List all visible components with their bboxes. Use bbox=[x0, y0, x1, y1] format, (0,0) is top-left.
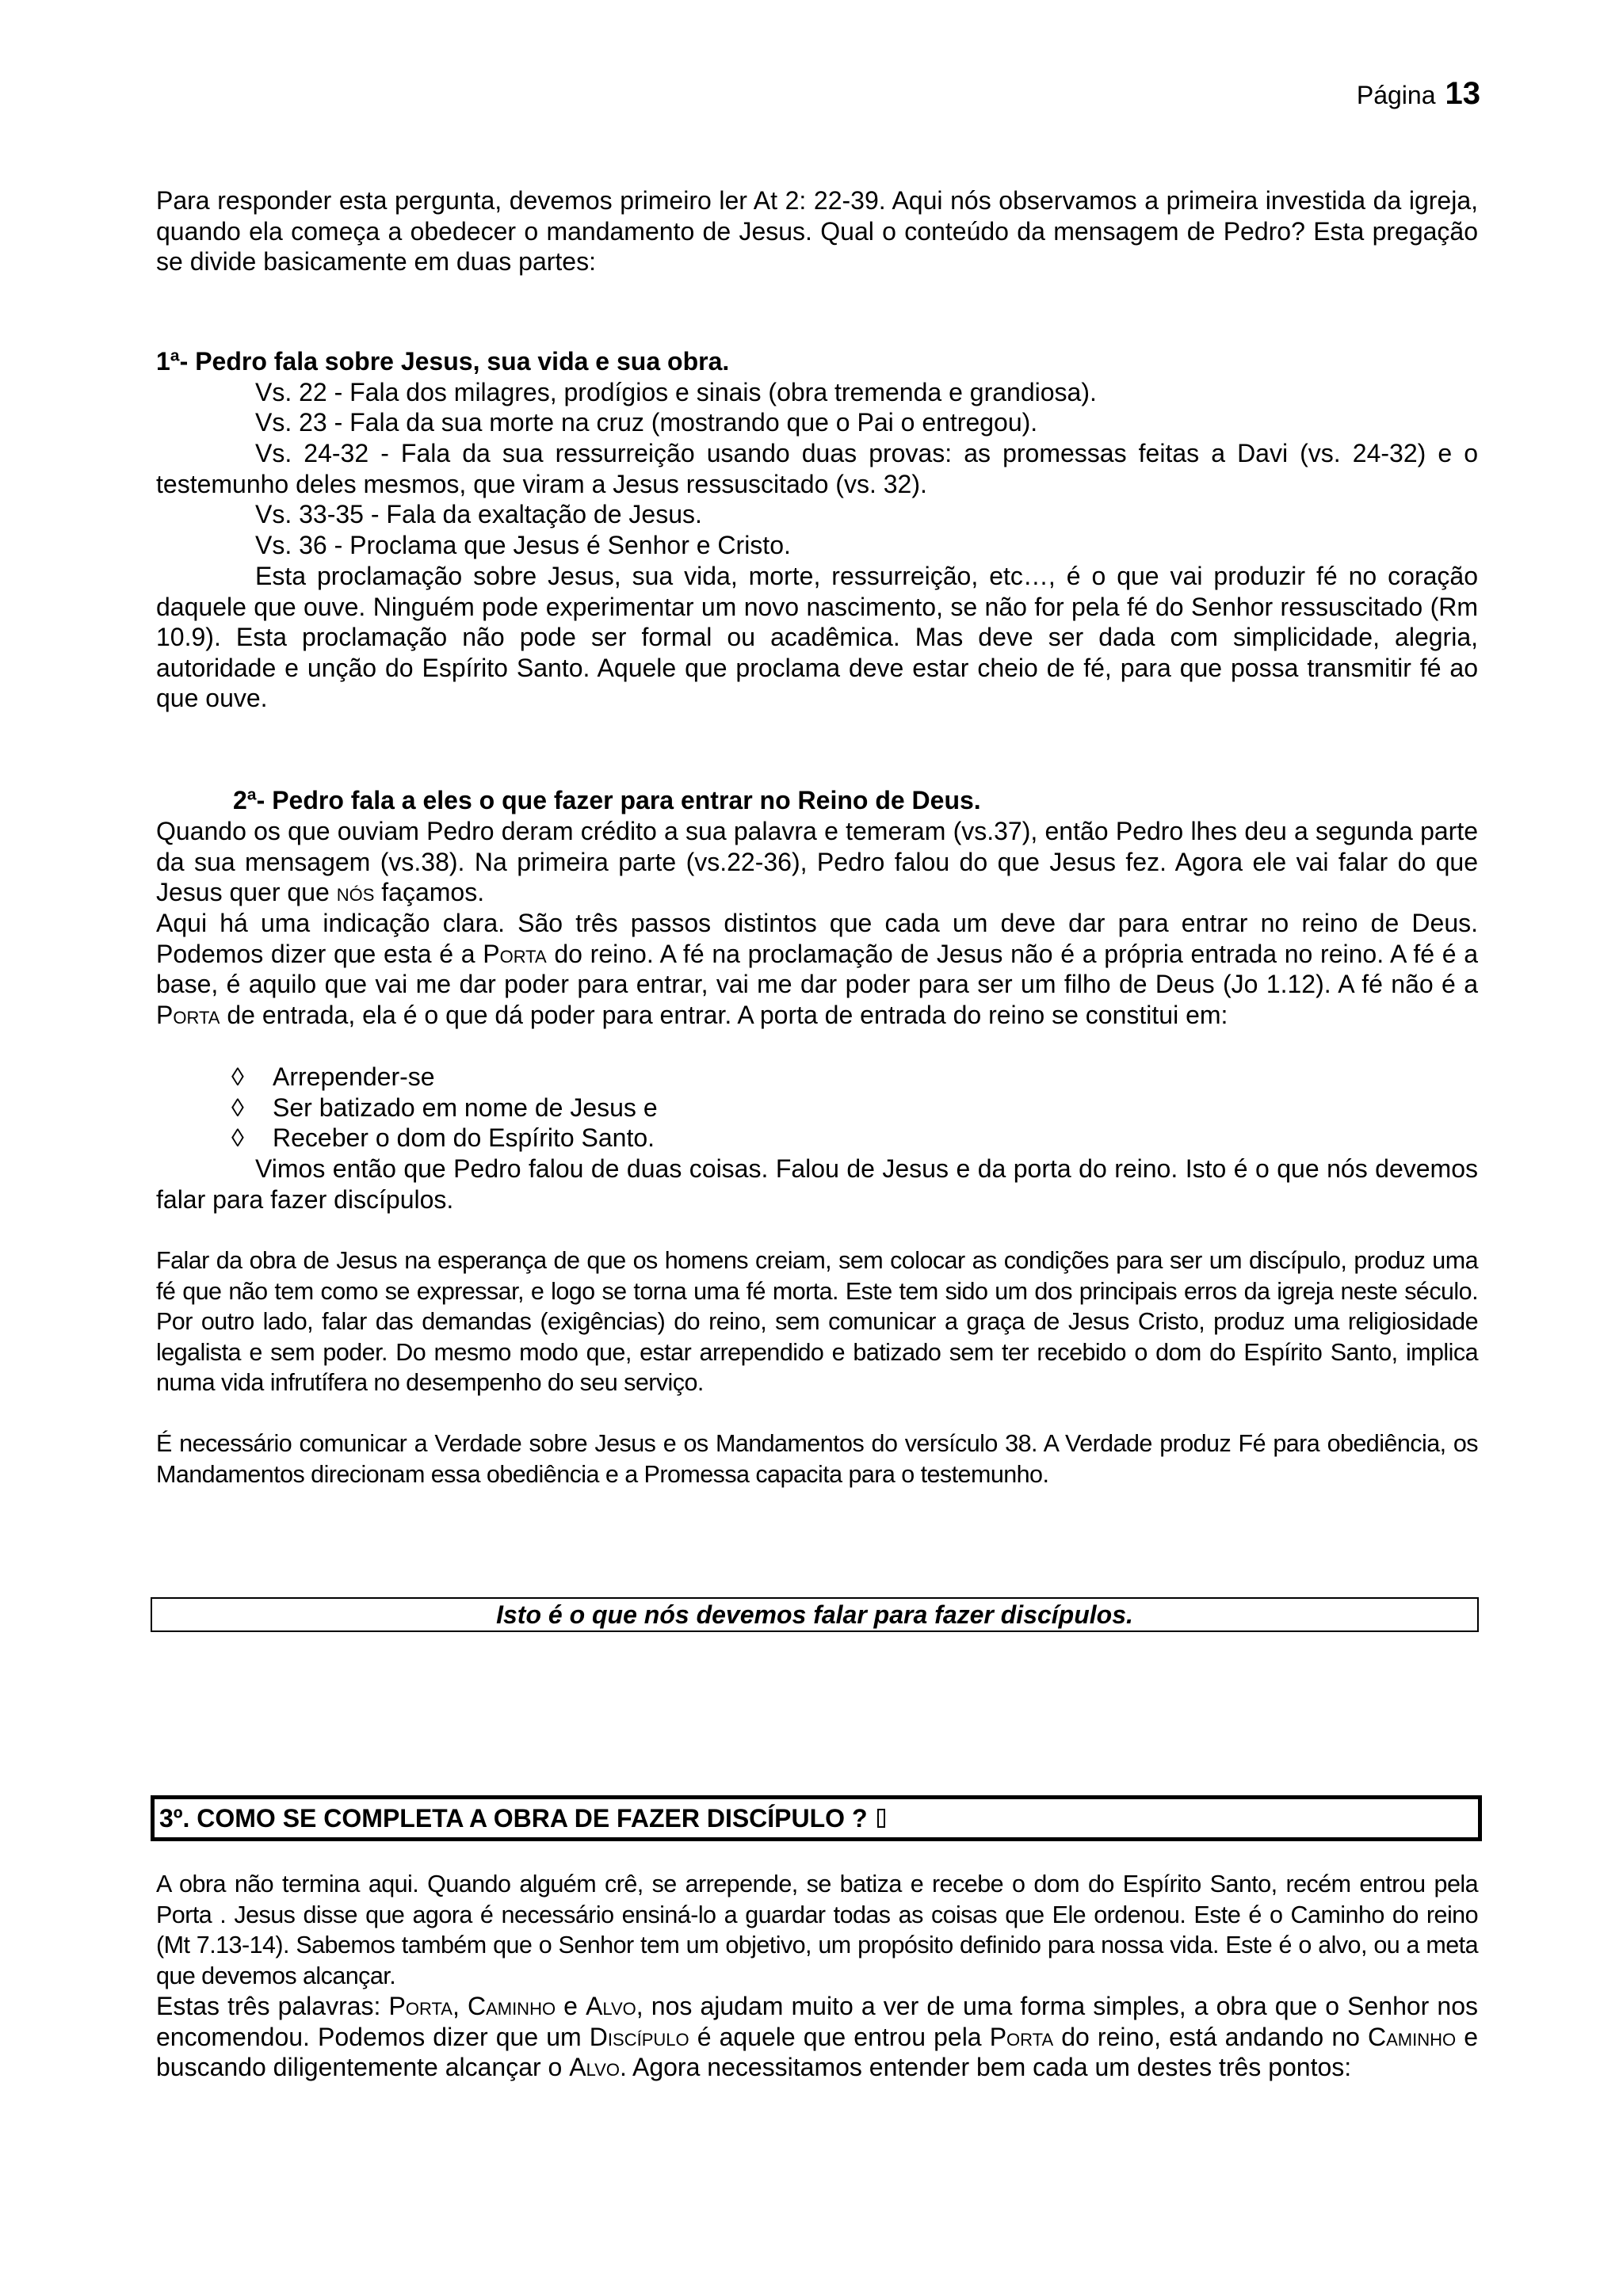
verse-24-32: Vs. 24-32 - Fala da sua ressurreição usando duas provas: as promessas feitas a Davi (vs. 24-32) e o testemunho deles mesmos, que viram a Jesus ressuscitado (vs. 32). bbox=[156, 439, 1478, 498]
list-item: ◊ Arrepender-se bbox=[231, 1062, 435, 1091]
section2-paragraph-4: Falar da obra de Jesus na esperança de que os homens creiam, sem colocar as condições para ser um discípulo, produz uma fé que não tem como se expressar, e logo se torna uma fé morta. Este tem sido um dos principais erros da igreja neste século. Por outro lado, falar das demandas (exigências) do reino, sem comunicar a graça de Jesus Cristo, produz uma religiosidade legalista e sem poder. Do mesmo modo que, estar arrependido e batizado sem ter recebido o dom do Espírito Santo, implica numa vida infrutífera no desempenho do seu serviço. bbox=[156, 1247, 1478, 1397]
diamond-bullet-icon: ◊ bbox=[231, 1093, 244, 1122]
verse-36: Vs. 36 - Proclama que Jesus é Senhor e Cristo. bbox=[255, 531, 791, 559]
placeholder-glyph-icon bbox=[877, 1809, 885, 1828]
section3-heading-box bbox=[151, 1795, 1482, 1841]
verse-23: Vs. 23 - Fala da sua morte na cruz (mostrando que o Pai o entregou). bbox=[255, 408, 1038, 437]
intro-paragraph: Para responder esta pergunta, devemos primeiro ler At 2: 22-39. Aqui nós observamos a primeira investida da igreja, quando ela começa a obedecer o mandamento de Jesus. Qual o conteúdo da mensagem de Pedro? Esta pregação se divide basicamente em duas partes: bbox=[156, 186, 1478, 277]
list-item: ◊ Receber o dom do Espírito Santo. bbox=[231, 1123, 655, 1152]
page-number: 13 bbox=[1445, 76, 1480, 111]
list-item: ◊ Ser batizado em nome de Jesus e bbox=[231, 1093, 658, 1122]
page-header bbox=[1357, 76, 1480, 112]
section3-paragraph-1: A obra não termina aqui. Quando alguém crê, se arrepende, se batiza e recebe o dom do Espírito Santo, recém entrou pela Porta . Jesus disse que agora é necessário ensiná-lo a guardar todas as coisas que Ele ordenou. Este é o Caminho do reino (Mt 7.13-14). Sabemos também que o Senhor tem um objetivo, um propósito definido para nossa vida. Este é o alvo, ou a meta que devemos alcançar. bbox=[156, 1871, 1478, 1989]
diamond-bullet-icon: ◊ bbox=[231, 1062, 244, 1091]
diamond-bullet-icon: ◊ bbox=[231, 1123, 244, 1152]
section1-paragraph: Esta proclamação sobre Jesus, sua vida, morte, ressurreição, etc…, é o que vai produzir fé no coração daquele que ouve. Ninguém pode experimentar um novo nascimento, se não for pela fé do Senhor ressuscitado (Rm 10.9). Esta proclamação não pode ser formal ou acadêmica. Mas deve ser dada com simplicidade, alegria, autoridade e unção do Espírito Santo. Aquele que proclama deve estar cheio de fé, para que possa transmitir fé ao que ouve. bbox=[156, 562, 1478, 713]
section2-heading: 2ª- Pedro fala a eles o que fazer para entrar no Reino de Deus. bbox=[233, 786, 981, 814]
verse-22: Vs. 22 - Fala dos milagres, prodígios e sinais (obra tremenda e grandiosa). bbox=[255, 378, 1097, 406]
section2-paragraph-2: Aqui há uma indicação clara. São três passos distintos que cada um deve dar para entrar no reino de Deus. Podemos dizer que esta é a Porta do reino. A fé na proclamação de Jesus não é a própria entrada no reino. A fé é a base, é aquilo que vai me dar poder para entrar, vai me dar poder para ser um filho de Deus (Jo 1.12). A fé não é a Porta de entrada, ela é o que dá poder para entrar. A porta de entrada do reino se constitui em: bbox=[156, 909, 1479, 1029]
section2-paragraph-3: Vimos então que Pedro falou de duas coisas. Falou de Jesus e da porta do reino. Isto é o que nós devemos falar para fazer discípulos. bbox=[156, 1154, 1478, 1214]
section2-paragraph-5: É necessário comunicar a Verdade sobre Jesus e os Mandamentos do versículo 38. A Verdade produz Fé para obediência, os Mandamentos direcionam essa obediência e a Promessa capacita para o testemunho. bbox=[156, 1430, 1478, 1488]
section3-heading: 3º. COMO SE COMPLETA A OBRA DE FAZER DISCÍPULO ? bbox=[159, 1803, 868, 1833]
highlight-box: Isto é o que nós devemos falar para fazer discípulos. bbox=[151, 1597, 1479, 1632]
page-label: Página bbox=[1356, 81, 1436, 109]
section2-paragraph-1: Quando os que ouviam Pedro deram crédito a sua palavra e temeram (vs.37), então Pedro lhes deu a segunda parte da sua mensagem (vs.38). Na primeira parte (vs.22-36), Pedro falou do que Jesus fez. Agora ele vai falar do que Jesus quer que nós façamos. bbox=[156, 817, 1478, 907]
section3-paragraph-2: Estas três palavras: Porta, Caminho e Alvo, nos ajudam muito a ver de uma forma simples, a obra que o Senhor nos encomendou. Podemos dizer que um Discípulo é aquele que entrou pela Porta do reino, está andando no Caminho e buscando diligentemente alcançar o Alvo. Agora necessitamos entender bem cada um destes três pontos: bbox=[156, 1992, 1479, 2082]
section1-heading: 1ª- Pedro fala sobre Jesus, sua vida e sua obra. bbox=[156, 347, 730, 376]
verse-33-35: Vs. 33-35 - Fala da exaltação de Jesus. bbox=[255, 500, 702, 528]
